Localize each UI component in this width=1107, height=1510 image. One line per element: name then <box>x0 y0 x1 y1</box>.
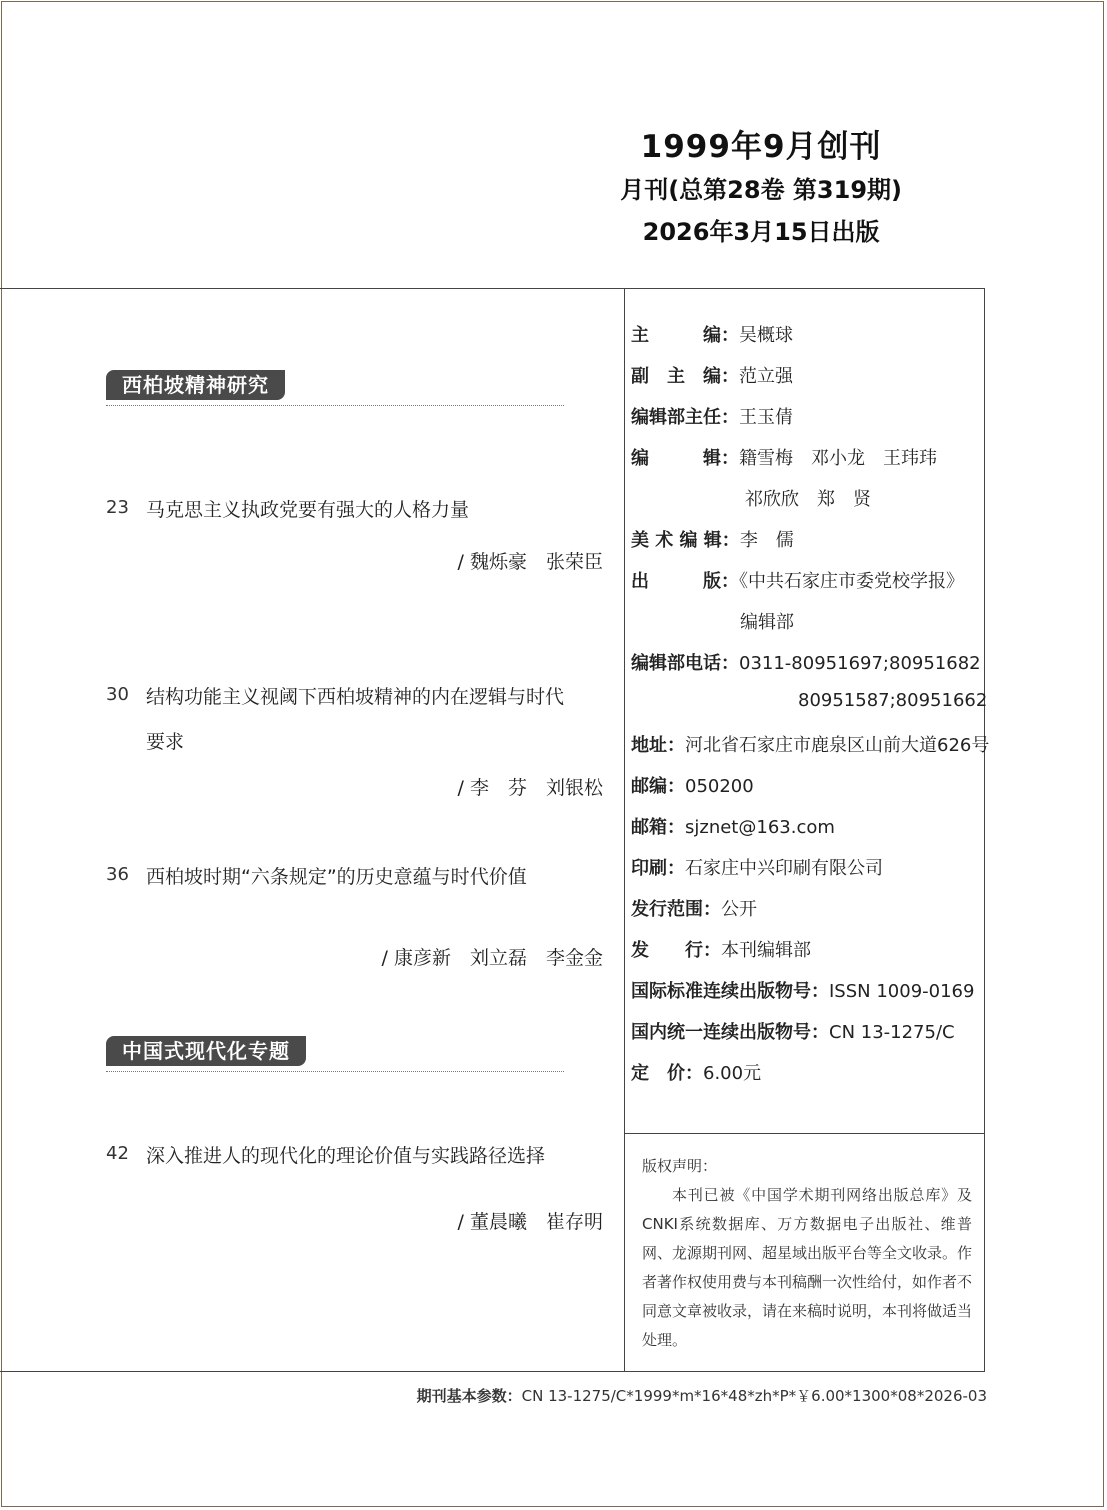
masthead-cn: 国内统一连续出版物号：CN 13-1275/C <box>631 1022 955 1043</box>
masthead-art-editor: 美 术 编 辑：李 儒 <box>631 530 794 551</box>
section-divider <box>106 1071 564 1072</box>
parameters-label: 期刊基本参数： <box>416 1387 522 1405</box>
toc-article-authors: / 李 芬 刘银松 <box>457 777 603 799</box>
copyright-body: 本刊已被《中国学术期刊网络出版总库》及CNKI系统数据库、万方数据电子出版社、维普网、龙源期刊网、超星域出版平台等全文收录。作者著作权使用费与本刊稿酬一次性给付，如作者不同意文章被收录，请在来稿时说明，本刊将做适当处理。 <box>642 1186 973 1349</box>
toc-article-title-continued[interactable]: 要求 <box>146 731 185 753</box>
parameters-value: CN 13-1275/C*1999*m*16*48*zh*P*￥6.00*1300*08*2026-03 <box>521 1387 987 1405</box>
toc-article-authors: / 董晨曦 崔存明 <box>457 1211 603 1233</box>
toc-article-title[interactable]: 深入推进人的现代化的理论价值与实践路径选择 <box>146 1145 546 1167</box>
masthead-publisher: 出 版：《中共石家庄市委党校学报》 <box>631 571 964 592</box>
masthead-postcode: 邮编：050200 <box>631 776 754 797</box>
section-title: 西柏坡精神研究 <box>106 370 285 400</box>
masthead-dept-director: 编辑部主任：王玉倩 <box>631 407 793 428</box>
journal-parameters <box>417 1385 987 1406</box>
founded-date: 1999年9月创刊 <box>640 129 882 165</box>
toc-article-authors: / 魏烁豪 张荣臣 <box>457 551 603 573</box>
masthead-phone-continued: 80951587;80951662 <box>798 690 988 711</box>
toc-article-title[interactable]: 马克思主义执政党要有强大的人格力量 <box>146 499 470 521</box>
masthead-chief-editor: 主 编：吴概球 <box>631 325 793 346</box>
toc-article-title[interactable]: 结构功能主义视阈下西柏坡精神的内在逻辑与时代 <box>146 686 565 708</box>
toc-article-authors: / 康彦新 刘立磊 李金金 <box>381 947 603 969</box>
masthead-price: 定 价：6.00元 <box>631 1063 762 1084</box>
toc-page-number: 23 <box>106 497 129 518</box>
masthead-deputy-editor: 副 主 编：范立强 <box>631 366 793 387</box>
section-title: 中国式现代化专题 <box>106 1036 306 1066</box>
masthead-address: 地址：河北省石家庄市鹿泉区山前大道626号 <box>631 735 990 756</box>
toc-page-number: 30 <box>106 684 129 705</box>
masthead-distributor: 发 行：本刊编辑部 <box>631 940 811 961</box>
masthead-email: 邮箱：sjznet@163.com <box>631 817 835 838</box>
masthead-editors-continued: 祁欣欣 郑 贤 <box>745 489 871 510</box>
masthead-publisher-continued: 编辑部 <box>740 612 794 633</box>
issue-info: 月刊(总第28卷 第319期) <box>620 176 902 204</box>
masthead-printer: 印刷：石家庄中兴印刷有限公司 <box>631 858 883 879</box>
journal-header <box>620 125 902 253</box>
box-divider <box>625 1133 984 1134</box>
copyright-notice <box>642 1152 972 1355</box>
toc-article-title[interactable]: 西柏坡时期“六条规定”的历史意蕴与时代价值 <box>146 866 527 888</box>
masthead-editors: 编 辑：籍雪梅 邓小龙 王玮玮 <box>631 448 937 469</box>
section-divider <box>106 405 564 406</box>
publication-date: 2026年3月15日出版 <box>642 218 880 246</box>
toc-page-number: 42 <box>106 1143 129 1164</box>
masthead-issn: 国际标准连续出版物号：ISSN 1009-0169 <box>631 981 975 1002</box>
toc-page-number: 36 <box>106 864 129 885</box>
masthead-distribution: 发行范围：公开 <box>631 899 757 920</box>
bottom-rule <box>0 1371 985 1372</box>
masthead-phone: 编辑部电话：0311-80951697;80951682 <box>631 653 981 674</box>
copyright-title: 版权声明： <box>642 1157 718 1175</box>
